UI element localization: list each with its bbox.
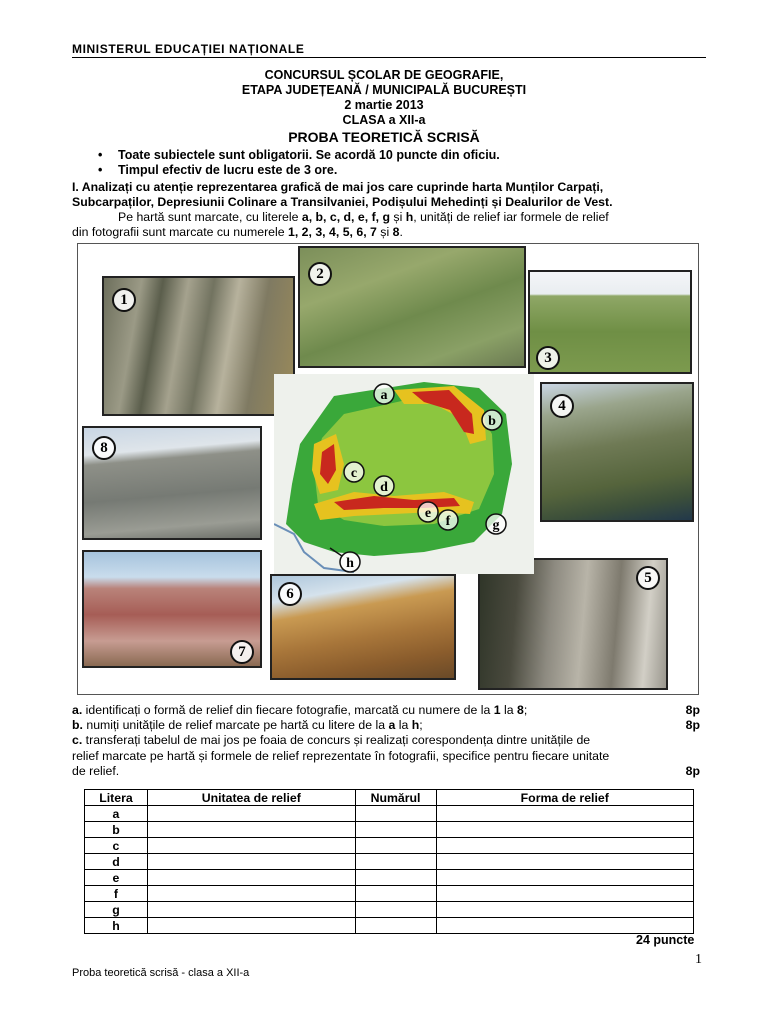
intro-text-span: și	[390, 210, 406, 224]
question-label: c.	[72, 733, 83, 748]
intro-text-span: din fotografii sunt marcate cu numerele	[72, 225, 288, 239]
question-letter: a	[388, 718, 396, 733]
relief-map	[274, 374, 534, 574]
table-row	[85, 854, 694, 870]
question-number: 8	[517, 703, 524, 717]
question-points: 8p	[685, 703, 700, 717]
question-text: ;	[523, 703, 528, 717]
relief-form-cell[interactable]	[436, 918, 694, 934]
intro-number-8: 8	[392, 225, 400, 239]
intro-text-span: Pe hartă sunt marcate, cu literele	[118, 210, 302, 224]
relief-unit-cell[interactable]	[147, 822, 355, 838]
rule-item: • Toate subiectele sunt obligatorii. Se acordă 10 puncte din oficiu.	[96, 148, 500, 163]
row-letter: e	[85, 870, 148, 886]
number-cell[interactable]	[355, 838, 436, 854]
column-header: Numărul	[355, 790, 436, 806]
relief-form-cell[interactable]	[436, 854, 694, 870]
question-points: 8p	[685, 763, 700, 778]
map-letter-c: c	[350, 466, 358, 481]
intro-text	[72, 180, 706, 240]
photo-number: 3	[536, 346, 560, 370]
question-c-line-2: relief marcate pe hartă și formele de relief reprezentate în fotografii, specifice pentru fiecare unitate	[72, 748, 610, 763]
intro-line-2: Subcarpaților, Depresiunii Colinare a Transilvaniei, Podișului Mehedinți și Dealurilor de Vest.	[72, 195, 613, 209]
relief-map-svg	[274, 374, 534, 574]
question-text: numiți unitățile de relief marcate pe hartă cu litere de la	[82, 718, 389, 733]
photo-4-glacial-lake	[540, 382, 694, 522]
table-row	[85, 870, 694, 886]
number-cell[interactable]	[355, 806, 436, 822]
question-text: ;	[419, 718, 423, 733]
number-cell[interactable]	[355, 870, 436, 886]
table-row	[85, 806, 694, 822]
table-row	[85, 886, 694, 902]
row-letter: f	[85, 886, 148, 902]
relief-unit-cell[interactable]	[147, 902, 355, 918]
intro-line-1: I. Analizați cu atenție reprezentarea grafică de mai jos care cuprinde harta Munților Carpați,	[72, 180, 604, 194]
question-label: b.	[72, 718, 83, 733]
intro-letters: a, b, c, d, e, f, g	[301, 210, 391, 224]
question-b	[72, 718, 706, 733]
row-letter: g	[85, 902, 148, 918]
row-letter: h	[85, 918, 148, 934]
relief-form-cell[interactable]	[436, 886, 694, 902]
photo-7-red-ravine	[82, 550, 262, 668]
header-rule	[72, 57, 706, 58]
number-cell[interactable]	[355, 918, 436, 934]
question-text: la	[500, 703, 517, 717]
number-cell[interactable]	[355, 902, 436, 918]
photo-number: 5	[636, 566, 660, 590]
relief-unit-cell[interactable]	[147, 870, 355, 886]
map-letter-d: d	[380, 480, 388, 495]
relief-unit-cell[interactable]	[147, 886, 355, 902]
question-text: transferați tabelul de mai jos pe foaia de concurs și realizați corespondența dintre unitățile de	[82, 733, 591, 748]
map-letter-b: b	[488, 414, 496, 429]
relief-form-cell[interactable]	[436, 806, 694, 822]
table-row	[85, 822, 694, 838]
relief-unit-cell[interactable]	[147, 854, 355, 870]
intro-text-span: , unități de relief iar formele de relief	[413, 210, 609, 224]
intro-line-3	[72, 210, 706, 225]
page-number: 1	[695, 952, 702, 967]
photo-8-mud-volcano	[82, 426, 262, 540]
table-header-row	[85, 790, 694, 806]
photo-1-basalt-columns	[102, 276, 295, 416]
column-header: Unitatea de relief	[147, 790, 355, 806]
intro-text-span: .	[399, 225, 403, 239]
questions-block	[72, 703, 706, 779]
photo-number: 7	[230, 640, 254, 664]
table-row	[85, 838, 694, 854]
question-text: de relief.	[72, 763, 120, 778]
class-label: CLASA a XII-a	[342, 113, 426, 127]
question-c-line-1	[72, 733, 706, 748]
map-letter-e: e	[424, 506, 432, 521]
relief-unit-cell[interactable]	[147, 806, 355, 822]
photo-number: 2	[308, 262, 332, 286]
question-number: 1	[493, 703, 501, 717]
relief-form-cell[interactable]	[436, 838, 694, 854]
question-letter: h	[411, 718, 420, 733]
question-text: la	[395, 718, 412, 733]
photo-6-limestone-cliff	[270, 574, 456, 680]
row-letter: d	[85, 854, 148, 870]
total-points: 24 puncte	[636, 933, 695, 947]
photo-number: 1	[112, 288, 136, 312]
title-line-1: CONCURSUL ȘCOLAR DE GEOGRAFIE,	[264, 68, 504, 82]
intro-line-4	[72, 225, 706, 240]
relief-form-cell[interactable]	[436, 902, 694, 918]
map-and-photos-figure	[77, 243, 699, 695]
number-cell[interactable]	[355, 854, 436, 870]
rule-item: • Timpul efectiv de lucru este de 3 ore.	[96, 163, 500, 178]
relief-form-cell[interactable]	[436, 870, 694, 886]
relief-unit-cell[interactable]	[147, 918, 355, 934]
answer-table	[84, 789, 694, 934]
number-cell[interactable]	[355, 886, 436, 902]
title-line-2: ETAPA JUDEȚEANĂ / MUNICIPALĂ BUCUREȘTI	[241, 83, 527, 97]
table-row	[85, 902, 694, 918]
row-letter: c	[85, 838, 148, 854]
photo-number: 4	[550, 394, 574, 418]
column-header: Forma de relief	[436, 790, 694, 806]
map-letter-g: g	[492, 518, 500, 533]
question-points: 8p	[685, 718, 700, 733]
relief-unit-cell[interactable]	[147, 838, 355, 854]
photo-number: 6	[278, 582, 302, 606]
photo-2-glacial-valley	[298, 246, 526, 368]
relief-form-cell[interactable]	[436, 822, 694, 838]
intro-numbers: 1, 2, 3, 4, 5, 6, 7	[288, 225, 377, 239]
question-label: a.	[72, 703, 83, 717]
intro-letter-h: h	[405, 210, 414, 224]
exam-date: 2 martie 2013	[344, 98, 424, 112]
question-a	[72, 703, 706, 718]
map-letter-a: a	[380, 388, 388, 403]
intro-text-span: și	[376, 225, 393, 239]
map-letter-h: h	[346, 556, 354, 571]
photo-3-landslide-slope	[528, 270, 692, 374]
map-letter-f: f	[445, 514, 451, 529]
row-letter: a	[85, 806, 148, 822]
row-letter: b	[85, 822, 148, 838]
question-text: identificați o formă de relief din fiecare fotografie, marcată cu numere de la	[82, 703, 494, 717]
rules-list	[96, 148, 500, 178]
question-c	[72, 733, 706, 779]
number-cell[interactable]	[355, 822, 436, 838]
table-row	[85, 918, 694, 934]
column-header: Litera	[85, 790, 148, 806]
question-c-line-3	[72, 764, 706, 779]
page-footer: Proba teoretică scrisă - clasa a XII-a	[72, 967, 250, 979]
exam-type: PROBA TEORETICĂ SCRISĂ	[288, 129, 480, 145]
title-block	[0, 68, 768, 146]
ministry-header: MINISTERUL EDUCAȚIEI NAȚIONALE	[72, 42, 305, 56]
photo-number: 8	[92, 436, 116, 460]
photo-5-gorge-wall	[478, 558, 668, 690]
